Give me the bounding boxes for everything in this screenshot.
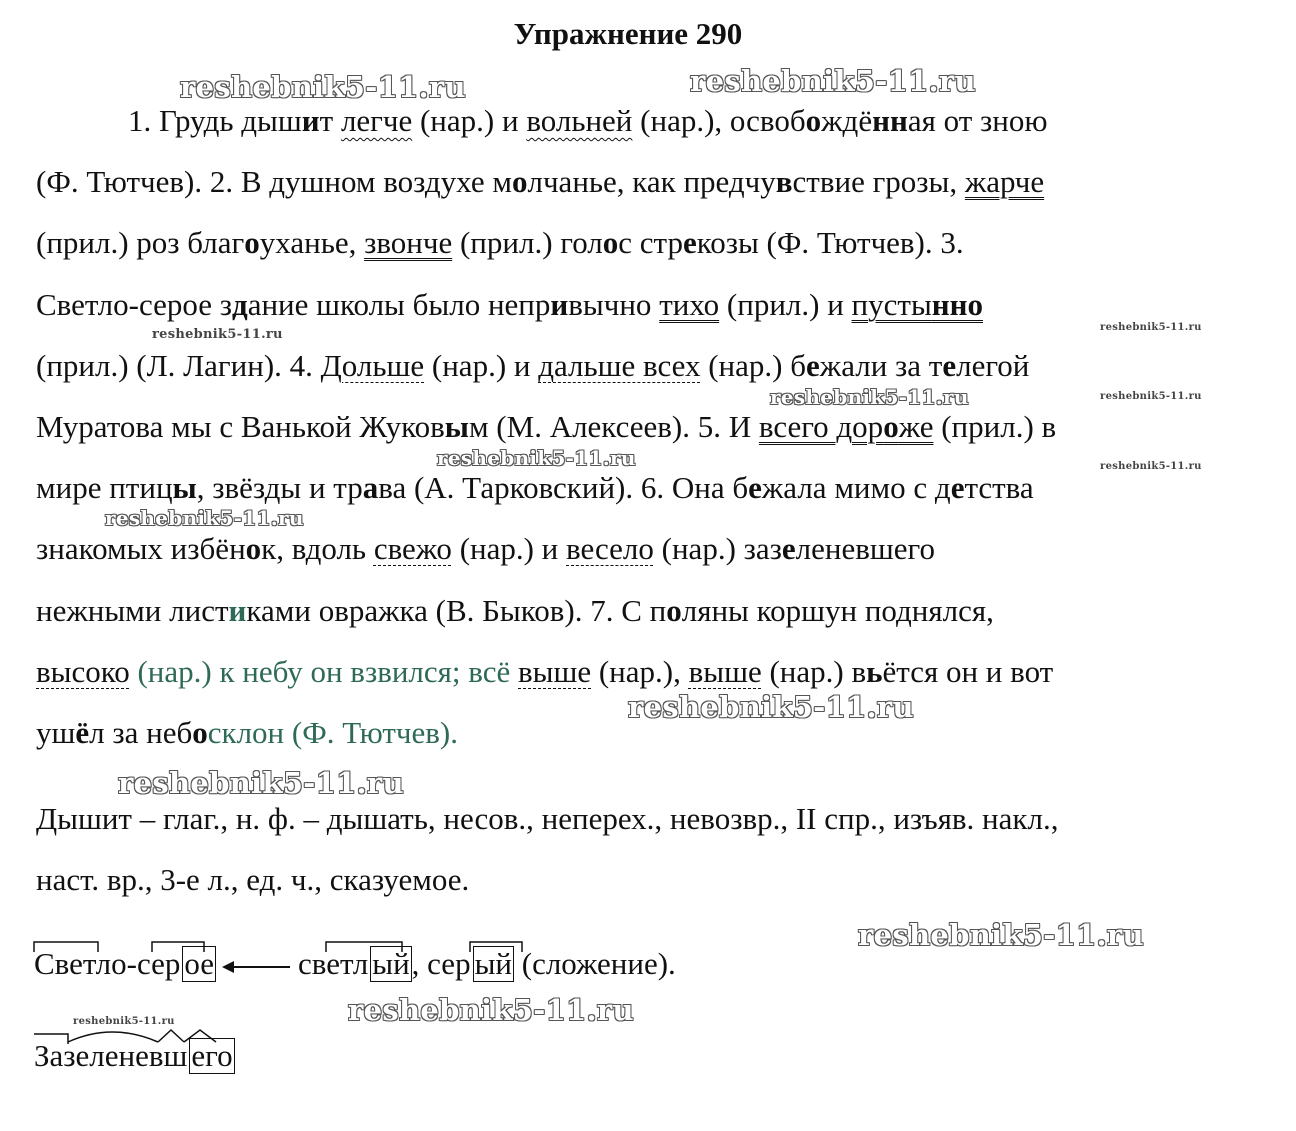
text-line-7: мире птицы, звёзды и трава (А. Тарковский). 6. Она бежала мимо с детства [36,470,1034,506]
morpheme-root: Светл [34,946,112,981]
text-line-11: ушёл за небосклон (Ф. Тютчев). [36,714,458,750]
text-line-6: Муратова мы с Ванькой Жуковым (М. Алексеев). 5. И всего дороже (прил.) в [36,408,1057,444]
morpheme-root: зелен [63,1038,136,1073]
watermark: reshebnik5-11.ru [73,1016,175,1027]
watermark: reshebnik5-11.ru [118,766,404,800]
text-line-9: нежными листиками овражка (В. Быков). 7. С поляны коршун поднялся, [36,592,994,628]
morpheme-root: сер [136,946,181,981]
watermark: reshebnik5-11.ru [180,70,466,104]
watermark: reshebnik5-11.ru [1100,461,1202,472]
hyphen: - [126,946,137,981]
exercise-text [36,90,1266,763]
watermark: reshebnik5-11.ru [690,64,976,98]
text-line-2: (Ф. Тютчев). 2. В душном воздухе молчанье, как предчувствие грозы, жарче [36,164,1045,200]
comma: , [411,946,420,981]
analysis-line-2: наст. вр., 3-е л., ед. ч., сказуемое. [36,862,470,898]
morpheme-suffix: вш [148,1038,188,1073]
exercise-title: Упражнение 290 [513,16,743,51]
morpheme-prefix: За [34,1038,64,1073]
connecting-vowel: о [111,946,127,981]
word-analysis [36,788,1266,910]
morpheme-suffix: е [135,1038,149,1073]
formation-method: (сложение). [521,946,676,981]
watermark: reshebnik5-11.ru [105,506,304,530]
text-line-5: (прил.) (Л. Лагин). 4. Дольше (нар.) и дальше всех (нар.) бежали за телегой [36,347,1030,383]
morpheme-root: светл [298,946,369,981]
watermark: reshebnik5-11.ru [770,385,969,409]
watermark: reshebnik5-11.ru [437,446,636,470]
morpheme-ending: ый [372,946,410,981]
morpheme-root: сер [427,946,471,981]
text-line-1: 1. Грудь дышит легче (нар.) и вольней (нар.), освобождённая от зною [128,103,1048,138]
watermark: reshebnik5-11.ru [628,690,914,724]
text-line-4: Светло-серое здание школы было непривычно тихо (прил.) и пустынно [36,286,984,322]
watermark: reshebnik5-11.ru [1100,391,1202,402]
morpheme-ending: ый [474,946,512,981]
watermark: reshebnik5-11.ru [858,918,1144,952]
morpheme-ending: ое [184,946,215,981]
text-line-3: (прил.) роз благоуханье, звонче (прил.) голос стрекозы (Ф. Тютчев). 3. [36,225,964,261]
arrow-left-icon [222,960,292,974]
text-line-8: знакомых избёнок, вдоль свежо (нар.) и весело (нар.) зазеленевшего [36,531,935,567]
watermark: reshebnik5-11.ru [348,993,634,1027]
watermark: reshebnik5-11.ru [152,327,283,342]
watermark: reshebnik5-11.ru [1100,322,1202,333]
morpheme-analysis-2 [34,1036,235,1076]
text-line-10: высоко (нар.) к небу он взвился; всё выше (нар.), выше (нар.) вьётся он и вот [36,653,1054,689]
analysis-line-1: Дышит – глаг., н. ф. – дышать, несов., неперех., невозвр., II спр., изъяв. накл., [36,801,1059,836]
morpheme-analysis-1 [34,944,676,984]
morpheme-ending: его [191,1038,233,1073]
